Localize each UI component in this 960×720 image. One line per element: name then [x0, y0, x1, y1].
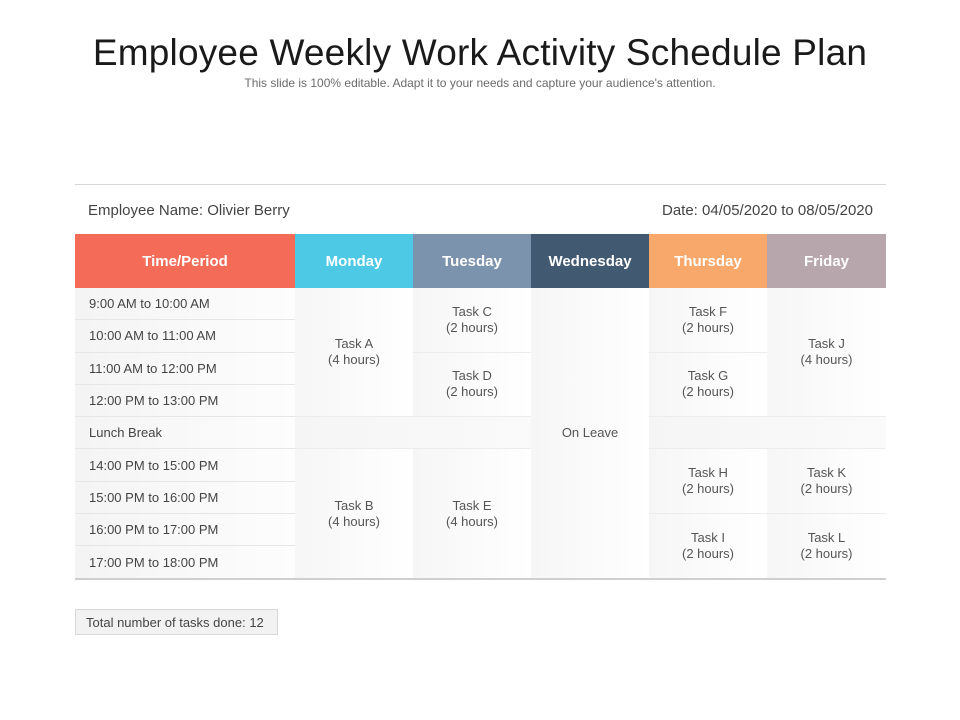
task-hours: (4 hours) [327, 513, 381, 529]
task-hours: (2 hours) [445, 319, 499, 335]
lunch-blank [649, 417, 886, 449]
schedule-table [75, 234, 886, 579]
header-friday: Friday [767, 234, 886, 288]
task-name: Task K [806, 465, 846, 481]
task-hours: (4 hours) [327, 352, 381, 368]
task-cell [767, 449, 886, 514]
task-cell [413, 288, 531, 353]
date-range: Date: 04/05/2020 to 08/05/2020 [661, 202, 873, 219]
task-hours: (4 hours) [445, 513, 499, 529]
task-hours: (2 hours) [445, 384, 499, 400]
task-name: Task A [334, 336, 374, 352]
task-cell [649, 353, 767, 418]
lunch-blank [295, 417, 531, 449]
task-name: Task H [688, 465, 728, 481]
header-tuesday: Tuesday [413, 234, 531, 288]
divider [75, 184, 886, 185]
task-hours: (2 hours) [800, 481, 853, 497]
time-slot: 9:00 AM to 10:00 AM [75, 288, 295, 320]
time-slot: 14:00 PM to 15:00 PM [75, 449, 295, 481]
task-cell [649, 449, 767, 514]
task-name: Task F [688, 303, 728, 319]
task-name: Task I [691, 529, 725, 545]
task-name: Task G [687, 368, 729, 384]
task-name: Task D [452, 368, 492, 384]
time-slot: 15:00 PM to 16:00 PM [75, 482, 295, 514]
schedule-card [75, 184, 886, 579]
header-wednesday: Wednesday [531, 234, 649, 288]
task-cell [649, 288, 767, 353]
task-name: Task C [452, 303, 492, 319]
time-slot: 16:00 PM to 17:00 PM [75, 514, 295, 546]
time-slot: 10:00 AM to 11:00 AM [75, 320, 295, 352]
header-monday: Monday [295, 234, 413, 288]
task-cell [649, 514, 767, 579]
time-slot: 11:00 AM to 12:00 PM [75, 353, 295, 385]
task-hours: (2 hours) [681, 384, 735, 400]
time-slot: 12:00 PM to 13:00 PM [75, 385, 295, 417]
on-leave-label: On Leave [561, 424, 619, 440]
page-subtitle: This slide is 100% editable. Adapt it to your needs and capture your audience's attention. [244, 76, 716, 90]
task-cell [767, 514, 886, 579]
task-name: Task B [334, 497, 374, 513]
page-title: Employee Weekly Work Activity Schedule Plan [92, 32, 868, 73]
divider [75, 578, 886, 580]
task-hours: (2 hours) [681, 545, 735, 561]
task-hours: (2 hours) [681, 319, 735, 335]
total-tasks-box: Total number of tasks done: 12 [75, 609, 278, 635]
lunch-break-label: Lunch Break [75, 417, 295, 449]
task-name: Task J [808, 336, 845, 352]
on-leave-cell [531, 288, 649, 579]
header-time-period: Time/Period [75, 234, 295, 288]
task-cell [413, 449, 531, 578]
task-cell [767, 288, 886, 417]
task-cell [295, 449, 413, 578]
task-cell [413, 353, 531, 418]
task-hours: (4 hours) [800, 352, 853, 368]
task-name: Task E [452, 497, 492, 513]
task-hours: (2 hours) [800, 545, 853, 561]
task-cell [295, 288, 413, 417]
task-hours: (2 hours) [681, 481, 735, 497]
header-thursday: Thursday [649, 234, 767, 288]
time-slot: 17:00 PM to 18:00 PM [75, 546, 295, 578]
employee-name: Employee Name: Olivier Berry [88, 202, 290, 219]
task-name: Task L [807, 529, 846, 545]
